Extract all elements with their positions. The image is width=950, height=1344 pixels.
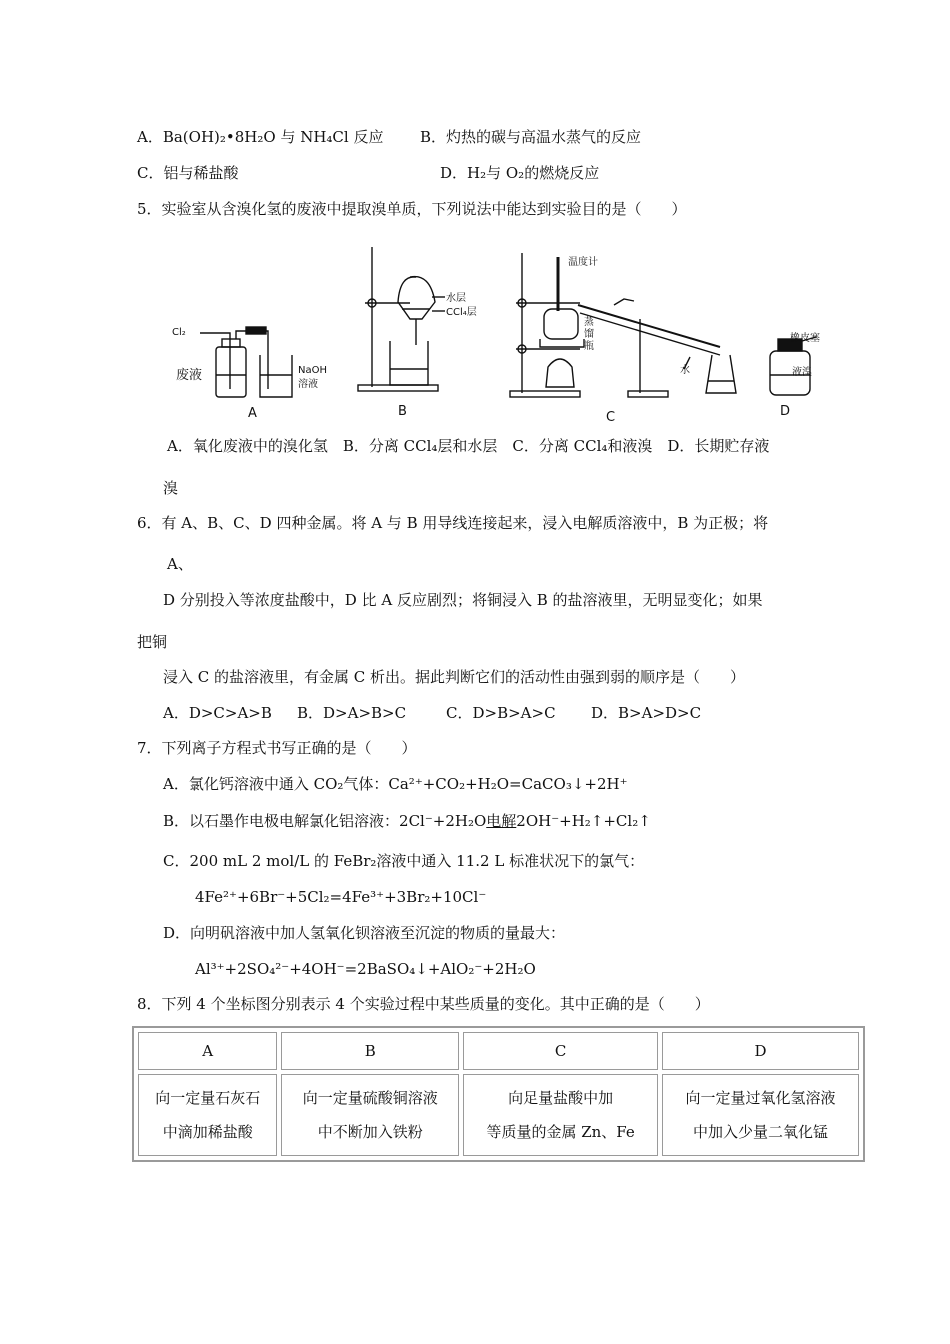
stand-base-c	[510, 391, 580, 397]
wash-bottle	[216, 347, 246, 397]
figure-label-c: C	[606, 410, 616, 425]
cl2-label: Cl₂	[172, 327, 186, 338]
table-row	[138, 1074, 859, 1156]
receiving-beaker-b	[390, 341, 428, 385]
figure-label-b: B	[398, 404, 407, 419]
cell-d-line1: 向一定量过氧化氢溶液	[685, 1089, 836, 1107]
wash-bottle-neck	[222, 339, 240, 347]
q5-stem: 5．实验室从含溴化氢的废液中提取溴单质，下列说法中能达到实验目的是（ ）	[137, 200, 687, 218]
q6-option-d: D．B>A>D>C	[591, 704, 702, 722]
flask-label-1: 蒸	[584, 317, 594, 328]
q5-options-line2: 溴	[163, 479, 179, 497]
distillation-flask	[544, 309, 578, 339]
q7-option-d-line1: D．向明矾溶液中加人氢氧化钡溶液至沉淀的物质的量最大：	[163, 924, 566, 942]
naoh-label: NaOH	[298, 365, 327, 376]
q7-option-b-post: 2OH⁻+H₂↑+Cl₂↑	[516, 812, 651, 830]
condenser	[578, 305, 720, 347]
flask-label-2: 馏	[584, 329, 594, 340]
ccl4-layer-label: CCl₄层	[446, 307, 477, 318]
q7-option-b	[163, 810, 651, 832]
q8-options-table	[132, 1026, 865, 1162]
q7-option-a: A．氯化钙溶液中通入 CO₂气体：Ca²⁺+CO₂+H₂O=CaCO₃↓+2H⁺	[163, 775, 628, 793]
q7-option-d-line2: Al³⁺+2SO₄²⁻+4OH⁻=2BaSO₄↓+AlO₂⁻+2H₂O	[195, 960, 536, 978]
naoh-beaker	[260, 355, 292, 397]
q6-line5: 浸入 C 的盐溶液里，有金属 C 析出。据此判断它们的活动性由强到弱的顺序是（ ）	[163, 668, 746, 686]
q4-option-b: B．灼热的碳与高温水蒸气的反应	[420, 128, 642, 146]
cell-d-line2: 中加入少量二氧化锰	[693, 1123, 829, 1141]
naoh-solution-label: 溶液	[298, 379, 318, 390]
header-b: B	[281, 1032, 459, 1070]
cell-b-line2: 中不断加入铁粉	[317, 1123, 423, 1141]
q4-option-c: C．铝与稀盐酸	[137, 164, 239, 182]
cell-b-line1: 向一定量硫酸铜溶液	[302, 1089, 438, 1107]
stand-base-b	[358, 385, 438, 391]
q4-option-d: D．H₂与 O₂的燃烧反应	[440, 164, 600, 182]
q6-option-a: A．D>C>A>B	[163, 704, 272, 722]
q6-option-b: B．D>A>B>C	[297, 704, 407, 722]
cell-a-line2: 中滴加稀盐酸	[162, 1123, 253, 1141]
q6-line1: 6．有 A、B、C、D 四种金属。将 A 与 B 用导线连接起来，浸入电解质溶液中，B 为正极；将	[137, 514, 769, 532]
bromine-label: 液溴	[792, 367, 812, 378]
stopper-label: 橡皮塞	[790, 333, 820, 344]
header-a: A	[138, 1032, 277, 1070]
q7-option-c-line2: 4Fe²⁺+6Br⁻+5Cl₂=4Fe³⁺+3Br₂+10Cl⁻	[195, 888, 487, 906]
q8-stem: 8．下列 4 个坐标图分别表示 4 个实验过程中某些质量的变化。其中正确的是（ ）	[137, 995, 710, 1013]
header-c: C	[463, 1032, 658, 1070]
inlet-tube	[200, 333, 230, 389]
figure-label-a: A	[248, 406, 257, 421]
q7-stem: 7．下列离子方程式书写正确的是（ ）	[137, 739, 417, 757]
q4-option-a: A．Ba(OH)₂•8H₂O 与 NH₄Cl 反应	[137, 128, 384, 146]
table-header-row	[138, 1032, 859, 1070]
q7-option-c-line1: C．200 mL 2 mol/L 的 FeBr₂溶液中通入 11.2 L 标准状况下的氯气：	[163, 852, 645, 870]
q5-apparatus-figure	[160, 247, 850, 427]
cell-c-line2: 等质量的金属 Zn、Fe	[486, 1123, 635, 1141]
conical-flask	[706, 355, 736, 393]
waste-label: 废液	[176, 368, 203, 383]
q7-electrolysis-condition: 电解	[486, 812, 517, 830]
q6-line3: D 分别投入等浓度盐酸中，D 比 A 反应剧烈；将铜浸入 B 的盐溶液里，无明显变化；如果	[163, 591, 763, 609]
q7-option-b-pre: B．以石墨作电极电解氯化铝溶液：2Cl⁻+2H₂O	[163, 812, 487, 830]
q6-line2: A、	[167, 555, 193, 573]
water-label: 水	[680, 365, 690, 376]
q5-options-line1: A．氧化废液中的溴化氢 B．分离 CCl₄层和水层 C．分离 CCl₄和液溴 D．长期贮存液	[167, 437, 770, 455]
cell-a-line1: 向一定量石灰石	[155, 1089, 261, 1107]
cell-c-line1: 向足量盐酸中加	[508, 1089, 614, 1107]
outlet-tube	[236, 331, 268, 389]
rubber-tube	[246, 327, 266, 334]
stand-base-c2	[628, 391, 668, 397]
header-d: D	[662, 1032, 859, 1070]
apparatus-svg	[160, 247, 850, 427]
cell-b	[281, 1074, 459, 1156]
cell-a	[138, 1074, 277, 1156]
water-layer-label: 水层	[446, 293, 466, 304]
water-out-arrow	[614, 299, 634, 305]
alcohol-lamp	[546, 359, 574, 387]
q6-line4: 把铜	[137, 633, 168, 651]
cell-d	[662, 1074, 859, 1156]
condenser-outer	[580, 313, 720, 355]
separatory-funnel	[398, 277, 435, 319]
flask-label-3: 瓶	[584, 341, 594, 352]
cell-c	[463, 1074, 658, 1156]
water-bath	[540, 339, 584, 347]
thermometer-label: 温度计	[568, 257, 598, 268]
q6-option-c: C．D>B>A>C	[446, 704, 556, 722]
figure-label-d: D	[780, 404, 791, 419]
